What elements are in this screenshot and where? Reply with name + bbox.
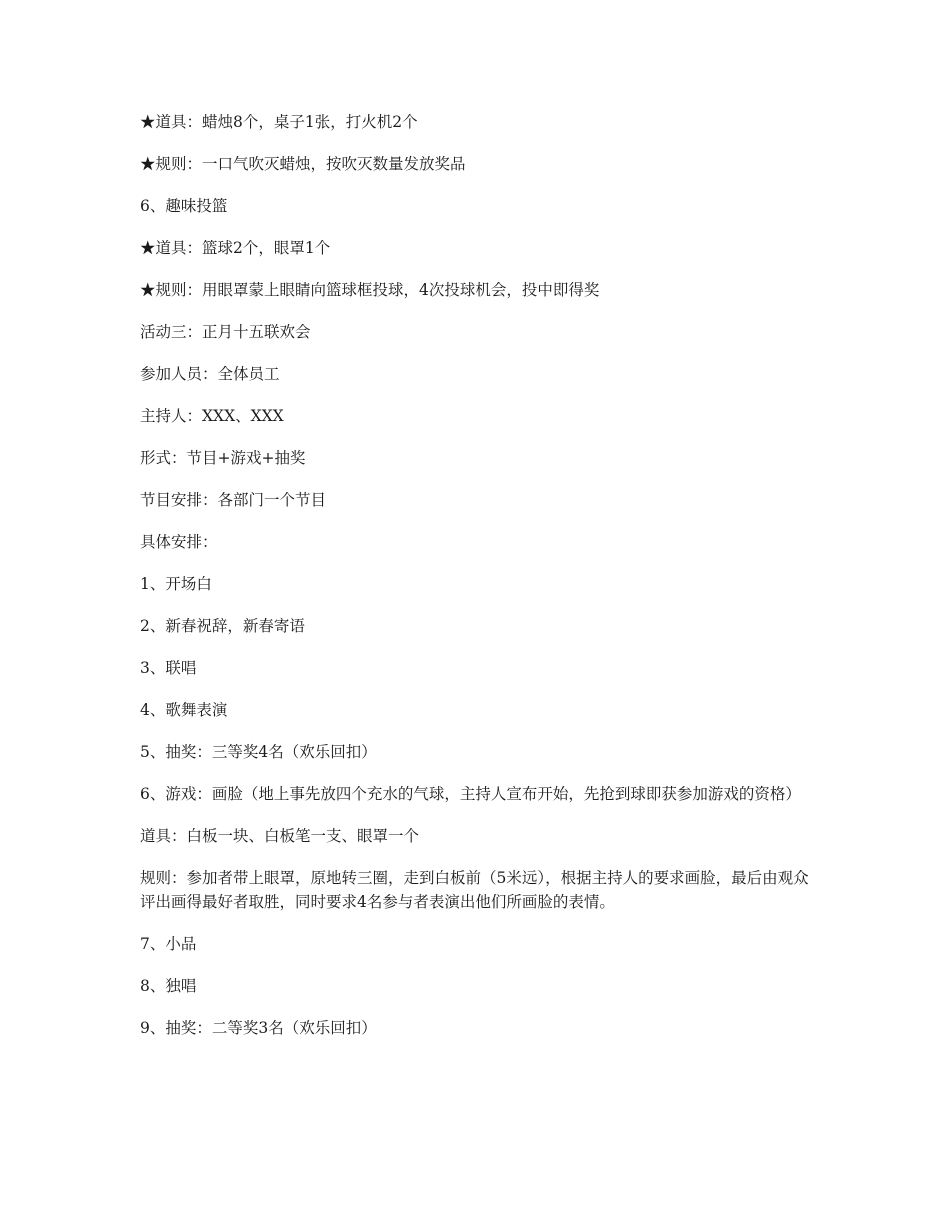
paragraph-item-6: 6、游戏：画脸（地上事先放四个充水的气球，主持人宣布开始，先抢到球即获参加游戏的资格）	[140, 785, 801, 803]
paragraph-props-basketball: ★道具：篮球2个，眼罩1个	[140, 239, 331, 257]
paragraph-format: 形式：节目+游戏+抽奖	[140, 449, 306, 467]
paragraph-item-8: 8、独唱	[140, 977, 197, 995]
paragraph-activity-three: 活动三：正月十五联欢会	[140, 323, 311, 341]
document-body	[140, 110, 812, 1058]
paragraph-props-candles: ★道具：蜡烛8个，桌子1张，打火机2个	[140, 113, 418, 131]
paragraph-item-2: 2、新春祝辞，新春寄语	[140, 617, 305, 635]
paragraph-hosts: 主持人：XXX、XXX	[140, 407, 284, 425]
paragraph-detailed-arrangement: 具体安排：	[140, 533, 218, 551]
paragraph-item-3: 3、联唱	[140, 659, 197, 677]
paragraph-rules-candles: ★规则：一口气吹灭蜡烛，按吹灭数量发放奖品	[140, 155, 466, 173]
paragraph-rules-basketball: ★规则：用眼罩蒙上眼睛向篮球框投球，4次投球机会，投中即得奖	[140, 281, 600, 299]
paragraph-item-4: 4、歌舞表演	[140, 701, 228, 719]
paragraph-item-1: 1、开场白	[140, 575, 212, 593]
paragraph-participants: 参加人员：全体员工	[140, 365, 280, 383]
paragraph-game-props: 道具：白板一块、白板笔一支、眼罩一个	[140, 827, 420, 845]
paragraph-item-7: 7、小品	[140, 935, 197, 953]
paragraph-item-9: 9、抽奖：二等奖3名（欢乐回扣）	[140, 1019, 377, 1037]
paragraph-program-arrangement: 节目安排：各部门一个节目	[140, 491, 327, 509]
paragraph-item-5: 5、抽奖：三等奖4名（欢乐回扣）	[140, 743, 377, 761]
paragraph-heading-basketball: 6、趣味投篮	[140, 197, 228, 215]
paragraph-game-rules: 规则：参加者带上眼罩，原地转三圈，走到白板前（5米远），根据主持人的要求画脸，最后由观众评出画得最好者取胜，同时要求4名参与者表演出他们所画脸的表情。	[140, 869, 809, 911]
